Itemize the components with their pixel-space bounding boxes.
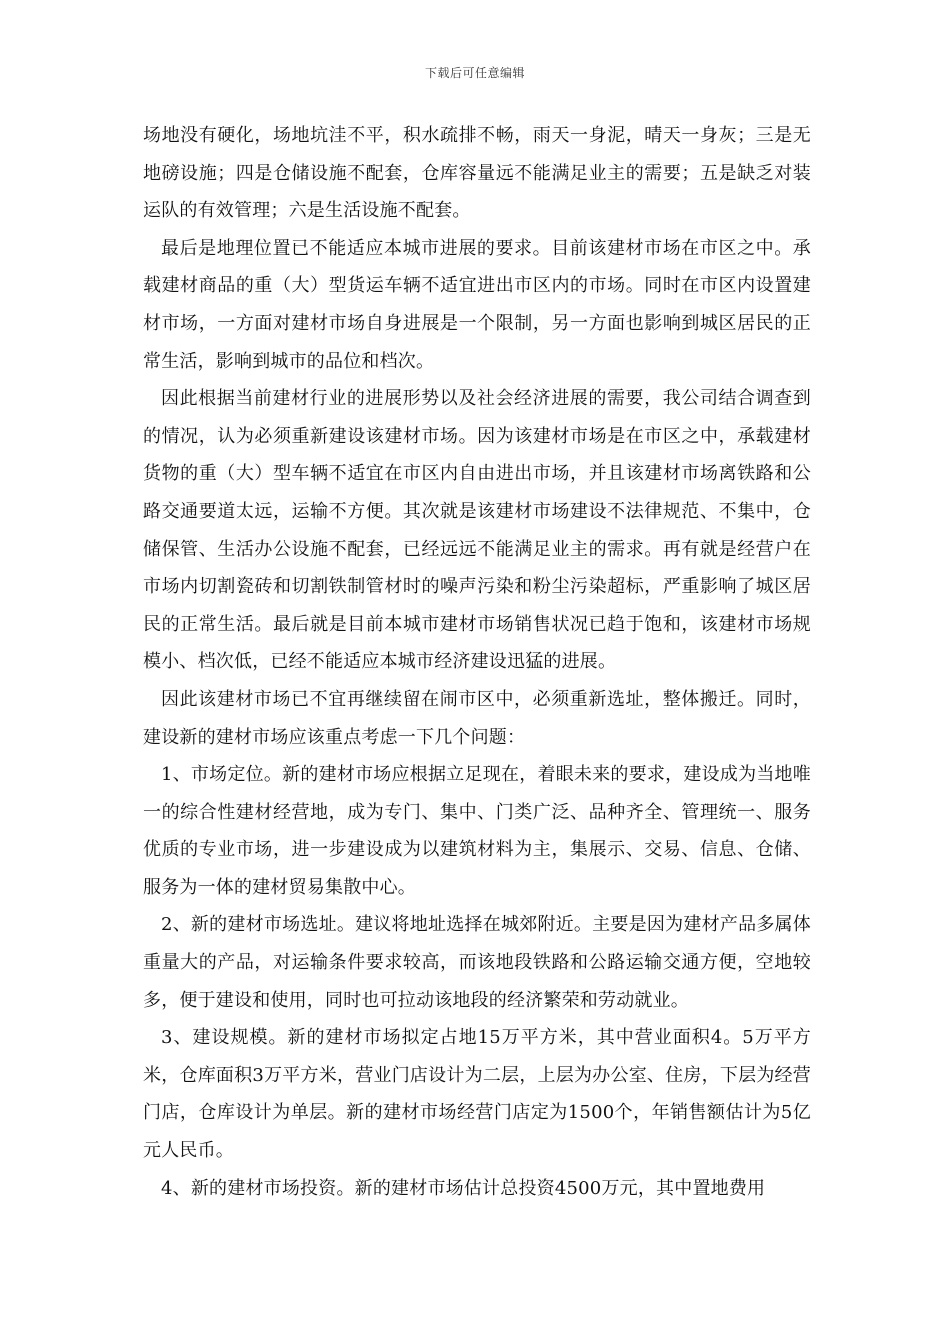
- page-header: 下载后可任意编辑: [424, 66, 525, 80]
- paragraph-construction-scale: 3、建设规模。新的建材市场拟定占地15万平方米，其中营业面积4。5万平方米，仓库面积3万平方米，营业门店设计为二层，上层为办公室、住房，下层为经营门店，仓库设计为单层。新的建材市场经营门店定为1500个，年销售额估计为5亿元人民币。: [143, 1027, 811, 1162]
- document-body: [143, 117, 811, 1207]
- paragraph-investment: 4、新的建材市场投资。新的建材市场估计总投资4500万元，其中置地费用: [161, 1177, 766, 1199]
- paragraph-site-selection: 2、新的建材市场选址。建议将地址选择在城郊附近。主要是因为建材产品多属体重量大的产品，对运输条件要求较高，而该地段铁路和公路运输交通方便，空地较多，便于建设和使用，同时也可拉动该地段的经济繁荣和劳动就业。: [143, 914, 811, 1011]
- paragraph-rebuild-reasons: 因此根据当前建材行业的进展形势以及社会经济进展的需要，我公司结合调查到的情况，认为必须重新建设该建材市场。因为该建材市场是在市区之中，承载建材货物的重（大）型车辆不适宜在市区内自由进出市场，并且该建材市场离铁路和公路交通要道太远，运输不方便。其次就是该建材市场建设不法律规范、不集中，仓储保管、生活办公设施不配套，已经远远不能满足业主的需求。再有就是经营户在市场内切割瓷砖和切割铁制管材时的噪声污染和粉尘污染超标，严重影响了城区居民的正常生活。最后就是目前本城市建材市场销售状况已趋于饱和，该建材市场规模小、档次低，已经不能适应本城市经济建设迅猛的进展。: [143, 388, 811, 673]
- paragraph-location-issue: 最后是地理位置已不能适应本城市进展的要求。目前该建材市场在市区之中。承载建材商品的重（大）型货运车辆不适宜进出市区内的市场。同时在市区内设置建材市场，一方面对建材市场自身进展是一个限制，另一方面也影响到城区居民的正常生活，影响到城市的品位和档次。: [143, 237, 811, 372]
- paragraph-facility-issues: 场地没有硬化，场地坑洼不平，积水疏排不畅，雨天一身泥，晴天一身灰；三是无地磅设施；四是仓储设施不配套，仓库容量远不能满足业主的需要；五是缺乏对装运队的有效管理；六是生活设施不配套。: [143, 125, 811, 222]
- paragraph-relocation: 因此该建材市场已不宜再继续留在闹市区中，必须重新选址，整体搬迁。同时，建设新的建材市场应该重点考虑一下几个问题：: [143, 688, 811, 748]
- paragraph-market-positioning: 1、市场定位。新的建材市场应根据立足现在，着眼未来的要求，建设成为当地唯一的综合性建材经营地，成为专门、集中、门类广泛、品种齐全、管理统一、服务优质的专业市场，进一步建设成为以建筑材料为主，集展示、交易、信息、仓储、服务为一体的建材贸易集散中心。: [143, 764, 811, 898]
